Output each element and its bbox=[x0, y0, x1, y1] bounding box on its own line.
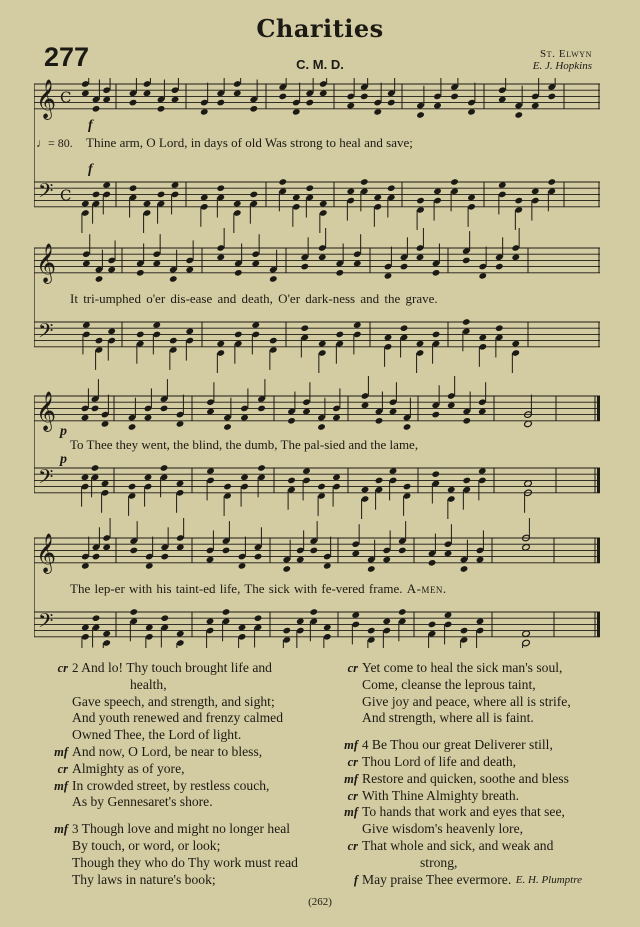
verse-line bbox=[332, 710, 632, 727]
note-head bbox=[240, 414, 249, 422]
verse-line bbox=[42, 710, 332, 727]
note-head bbox=[478, 408, 487, 416]
note-head bbox=[511, 254, 520, 262]
note-head bbox=[157, 191, 166, 199]
note-head bbox=[102, 181, 111, 189]
note-head bbox=[129, 547, 138, 555]
verse-line bbox=[42, 727, 332, 744]
note-head bbox=[223, 483, 232, 491]
note-head bbox=[206, 408, 215, 416]
verse-text: strong, bbox=[420, 854, 458, 870]
note-head bbox=[92, 191, 101, 199]
note-head bbox=[81, 200, 90, 208]
bass-clef-icon: 𝄢 bbox=[38, 319, 54, 348]
note-head bbox=[450, 93, 459, 101]
note-head bbox=[361, 486, 370, 494]
note-head bbox=[305, 99, 314, 107]
note-head bbox=[257, 464, 266, 472]
dynamic-mark: cr bbox=[347, 754, 358, 769]
verse-text: Though they who do Thy work must read bbox=[72, 854, 298, 870]
note-head bbox=[269, 275, 278, 283]
note-head bbox=[375, 417, 384, 425]
hymn-author: E. H. Plumptre bbox=[515, 874, 582, 886]
note-head bbox=[206, 556, 215, 564]
note-head bbox=[514, 111, 523, 119]
note-head bbox=[428, 559, 437, 567]
note-head bbox=[222, 608, 231, 616]
note-head bbox=[185, 328, 194, 336]
dynamic-forte-bass: f bbox=[88, 162, 93, 177]
note-head bbox=[185, 266, 194, 274]
note-head bbox=[428, 621, 437, 629]
note-head bbox=[351, 611, 360, 619]
verse-line bbox=[332, 677, 632, 694]
note-head bbox=[460, 565, 469, 573]
note-head bbox=[382, 618, 391, 626]
verse-text: To hands that work and eyes that see, bbox=[362, 804, 565, 820]
note-head bbox=[531, 102, 540, 110]
note-head bbox=[478, 467, 487, 475]
note-head bbox=[257, 405, 266, 413]
note-head bbox=[382, 556, 391, 564]
lyric-line-1: Thine arm, O Lord, in days of old Was strong to heal and save; bbox=[86, 135, 413, 150]
note-head bbox=[403, 483, 412, 491]
verse-text: Though love and might no longer heal bbox=[81, 821, 291, 837]
note-head bbox=[238, 562, 247, 570]
note-head bbox=[82, 260, 91, 268]
dynamic-mark: mf bbox=[344, 738, 358, 753]
composer: E. J. Hopkins bbox=[532, 60, 592, 72]
stanza-number: 2 bbox=[72, 660, 79, 675]
note-head bbox=[249, 191, 258, 199]
verse-text: Give wisdom's heavenly lore, bbox=[362, 821, 524, 837]
note-head bbox=[136, 269, 145, 277]
note-head bbox=[296, 556, 305, 564]
note-head bbox=[129, 608, 138, 616]
note-head bbox=[433, 102, 442, 110]
note-head bbox=[222, 547, 231, 555]
verse-line bbox=[42, 794, 332, 811]
note-head bbox=[332, 414, 341, 422]
note-head bbox=[95, 337, 104, 345]
note-head bbox=[92, 105, 101, 113]
treble-clef-icon: 𝄞 bbox=[36, 533, 57, 574]
note-head bbox=[317, 483, 326, 491]
note-head bbox=[416, 197, 425, 205]
dynamic-piano-bass: p bbox=[60, 452, 67, 467]
note-head bbox=[107, 266, 116, 274]
note-head bbox=[323, 562, 332, 570]
note-head bbox=[403, 423, 412, 431]
note-head bbox=[398, 547, 407, 555]
dynamic-mark: cr bbox=[57, 761, 68, 776]
note-head bbox=[467, 108, 476, 116]
verse-text: Gave speech, and strength, and sight; bbox=[72, 693, 275, 709]
verse-text: And youth renewed and frenzy calmed bbox=[72, 710, 283, 726]
note-head bbox=[462, 417, 471, 425]
note-head bbox=[511, 340, 520, 348]
verses-right-column bbox=[332, 660, 632, 888]
verse-text: Yet come to heal the sick man's soul, bbox=[362, 660, 563, 675]
note-head bbox=[223, 423, 232, 431]
treble-clef-icon: 𝄞 bbox=[36, 243, 57, 284]
note-head bbox=[287, 477, 296, 485]
note-head bbox=[400, 324, 409, 332]
note-head bbox=[416, 340, 425, 348]
verse-line bbox=[332, 838, 632, 855]
treble-clef-icon: 𝄞 bbox=[36, 391, 57, 432]
note-head bbox=[169, 275, 178, 283]
note-head bbox=[460, 627, 469, 635]
verse-line bbox=[332, 872, 632, 889]
note-head bbox=[495, 263, 504, 271]
amen-lyric: A-men. bbox=[406, 581, 447, 596]
verse-line bbox=[332, 694, 632, 711]
verse-line bbox=[332, 660, 632, 677]
note-head bbox=[478, 334, 487, 342]
note-head bbox=[476, 556, 485, 564]
note-head bbox=[416, 111, 425, 119]
note-head bbox=[216, 340, 225, 348]
note-head bbox=[254, 553, 263, 561]
dynamic-mark: cr bbox=[347, 661, 358, 675]
note-head bbox=[160, 405, 169, 413]
verse-text: In crowded street, by restless couch, bbox=[72, 777, 270, 793]
note-head bbox=[495, 324, 504, 332]
verses-left-column bbox=[42, 660, 332, 888]
verse-text: Owned Thee, the Lord of light. bbox=[72, 727, 242, 743]
note-head bbox=[296, 618, 305, 626]
note-head bbox=[282, 565, 291, 573]
verse-text: And lo! Thy touch brought life and bbox=[81, 660, 272, 675]
verse-line bbox=[42, 855, 332, 872]
verse-line bbox=[42, 821, 332, 838]
hymn-number: 277 bbox=[44, 42, 90, 72]
note-head bbox=[249, 105, 258, 113]
note-head bbox=[360, 93, 369, 101]
note-head bbox=[176, 630, 185, 638]
note-head bbox=[353, 260, 362, 268]
note-head bbox=[416, 254, 425, 262]
note-head bbox=[367, 565, 376, 573]
note-head bbox=[254, 614, 263, 622]
note-head bbox=[160, 553, 169, 561]
verse-line bbox=[332, 855, 632, 872]
note-head bbox=[282, 627, 291, 635]
verse-line bbox=[332, 804, 632, 821]
note-head bbox=[346, 188, 355, 196]
note-head bbox=[102, 544, 111, 552]
note-head bbox=[432, 269, 441, 277]
treble-clef-icon: 𝄞 bbox=[36, 79, 57, 120]
verse-text: By touch, or word, or look; bbox=[72, 837, 221, 853]
note-head bbox=[346, 102, 355, 110]
bass-clef-icon: 𝄢 bbox=[38, 609, 54, 638]
verse-line bbox=[42, 778, 332, 795]
verse-text: May praise Thee evermore. bbox=[362, 871, 512, 887]
common-time-icon: C bbox=[60, 88, 72, 107]
note-head bbox=[206, 467, 215, 475]
lyric-line-4 bbox=[70, 581, 447, 597]
stanza-gap bbox=[332, 727, 632, 737]
note-head bbox=[129, 184, 138, 192]
note-head bbox=[128, 423, 137, 431]
note-head bbox=[478, 272, 487, 280]
note-head bbox=[251, 260, 260, 268]
verse-line bbox=[42, 761, 332, 778]
note-head bbox=[234, 331, 243, 339]
dynamic-forte: f bbox=[88, 118, 93, 133]
dynamic-mark: cr bbox=[347, 838, 358, 853]
note-head bbox=[335, 331, 344, 339]
note-head bbox=[157, 105, 166, 113]
verse-text: health, bbox=[130, 676, 167, 692]
note-head bbox=[292, 108, 301, 116]
note-head bbox=[522, 544, 531, 552]
note-head bbox=[309, 547, 318, 555]
note-head bbox=[81, 562, 90, 570]
common-time-icon: C bbox=[60, 186, 72, 205]
note-head bbox=[462, 318, 471, 326]
note-head bbox=[216, 99, 225, 107]
note-head bbox=[433, 188, 442, 196]
note-head bbox=[387, 184, 396, 192]
note-head bbox=[81, 90, 90, 98]
note-head bbox=[251, 321, 260, 329]
dynamic-mark: mf bbox=[54, 744, 68, 759]
note-head bbox=[302, 408, 311, 416]
note-head bbox=[300, 324, 309, 332]
note-head bbox=[81, 474, 90, 482]
note-head bbox=[81, 414, 90, 422]
note-head bbox=[233, 200, 242, 208]
note-head bbox=[319, 200, 328, 208]
note-head bbox=[431, 411, 440, 419]
note-head bbox=[81, 624, 90, 632]
note-head bbox=[145, 562, 154, 570]
note-head bbox=[524, 420, 533, 428]
note-head bbox=[514, 197, 523, 205]
note-head bbox=[522, 630, 531, 638]
bass-clef-icon: 𝄢 bbox=[38, 179, 54, 208]
note-head bbox=[498, 96, 507, 104]
note-head bbox=[400, 263, 409, 271]
note-head bbox=[91, 464, 100, 472]
note-head bbox=[101, 480, 110, 488]
note-head bbox=[169, 337, 178, 345]
note-head bbox=[432, 331, 441, 339]
note-head bbox=[384, 334, 393, 342]
verse-line bbox=[42, 838, 332, 855]
note-head bbox=[176, 480, 185, 488]
dynamic-mark: cr bbox=[347, 788, 358, 803]
verse-line bbox=[332, 821, 632, 838]
verse-line bbox=[42, 872, 332, 889]
lyric-line-4-text: The lep-er with his taint-ed life, The sick with fe-vered frame. bbox=[70, 581, 403, 596]
note-head bbox=[91, 405, 100, 413]
dynamic-mark: mf bbox=[54, 822, 68, 837]
note-head bbox=[144, 414, 153, 422]
music-score bbox=[34, 78, 606, 648]
verse-line bbox=[332, 788, 632, 805]
verse-text: Thy laws in nature's book; bbox=[72, 871, 216, 887]
note-head bbox=[287, 417, 296, 425]
page-number: (262) bbox=[308, 896, 332, 908]
dynamic-mark: mf bbox=[54, 778, 68, 793]
note-head bbox=[82, 321, 91, 329]
note-head bbox=[144, 474, 153, 482]
verse-line bbox=[42, 744, 332, 761]
verse-text: Come, cleanse the leprous taint, bbox=[362, 676, 536, 692]
verse-text: That whole and sick, and weak and bbox=[362, 837, 554, 853]
note-head bbox=[206, 618, 215, 626]
note-head bbox=[216, 254, 225, 262]
note-head bbox=[447, 402, 456, 410]
note-head bbox=[278, 93, 287, 101]
note-head bbox=[389, 467, 398, 475]
note-head bbox=[107, 328, 116, 336]
note-head bbox=[476, 618, 485, 626]
verse-text: With Thine Almighty breath. bbox=[362, 787, 520, 803]
meter: C. M. D. bbox=[296, 57, 344, 72]
note-head bbox=[387, 99, 396, 107]
note-head bbox=[431, 470, 440, 478]
note-head bbox=[160, 614, 169, 622]
stanza-number: 3 bbox=[72, 821, 79, 837]
note-head bbox=[384, 272, 393, 280]
note-head bbox=[143, 90, 152, 98]
note-head bbox=[351, 550, 360, 558]
note-head bbox=[317, 423, 326, 431]
note-head bbox=[200, 194, 209, 202]
verse-text: Restore and quicken, soothe and bless bbox=[362, 770, 569, 786]
note-head bbox=[467, 194, 476, 202]
note-head bbox=[444, 611, 453, 619]
note-head bbox=[300, 263, 309, 271]
note-head bbox=[547, 178, 556, 186]
note-head bbox=[450, 178, 459, 186]
verse-text: And now, O Lord, be near to bless, bbox=[72, 743, 263, 759]
note-head bbox=[318, 340, 327, 348]
note-head bbox=[102, 630, 111, 638]
verse-line bbox=[42, 677, 332, 694]
note-head bbox=[143, 200, 152, 208]
note-head bbox=[102, 96, 111, 104]
note-head bbox=[92, 614, 101, 622]
note-head bbox=[367, 627, 376, 635]
note-head bbox=[389, 408, 398, 416]
note-head bbox=[278, 178, 287, 186]
note-head bbox=[373, 194, 382, 202]
note-head bbox=[319, 90, 328, 98]
verse-text: And strength, where all is faint. bbox=[362, 710, 534, 726]
note-head bbox=[92, 553, 101, 561]
bass-clef-icon: 𝄢 bbox=[38, 465, 54, 494]
note-head bbox=[360, 178, 369, 186]
tune-name: St. Elwyn bbox=[539, 48, 592, 60]
stanza-number: 4 bbox=[362, 737, 369, 753]
note-head bbox=[200, 108, 209, 116]
note-head bbox=[101, 420, 110, 428]
note-head bbox=[398, 608, 407, 616]
note-head bbox=[145, 624, 154, 632]
note-head bbox=[444, 550, 453, 558]
note-head bbox=[498, 181, 507, 189]
note-head bbox=[238, 624, 247, 632]
note-head bbox=[234, 269, 243, 277]
note-head bbox=[160, 464, 169, 472]
note-head bbox=[462, 257, 471, 265]
note-head bbox=[447, 486, 456, 494]
note-head bbox=[361, 402, 370, 410]
note-head bbox=[302, 467, 311, 475]
dynamic-mark: cr bbox=[57, 661, 68, 675]
note-head bbox=[95, 275, 104, 283]
lyric-line-3: To Thee they went, the blind, the dumb, The pal-sied and the lame, bbox=[70, 437, 419, 452]
verse-line bbox=[332, 737, 632, 754]
lyric-line-2: It tri-umphed o'er dis-ease and death, O'er dark-ness and the grave. bbox=[70, 291, 438, 306]
verse-text: Give joy and peace, where all is strife, bbox=[362, 693, 571, 709]
note-head bbox=[216, 184, 225, 192]
section-title: Charities bbox=[256, 14, 384, 43]
note-head bbox=[269, 337, 278, 345]
note-head bbox=[332, 474, 341, 482]
stanza-gap bbox=[42, 811, 332, 821]
note-head bbox=[129, 99, 138, 107]
note-head bbox=[128, 483, 137, 491]
verse-line bbox=[42, 660, 332, 677]
note-head bbox=[292, 194, 301, 202]
note-head bbox=[318, 254, 327, 262]
dynamic-mark: mf bbox=[344, 771, 358, 786]
verse-line bbox=[332, 754, 632, 771]
note-head bbox=[152, 260, 161, 268]
note-head bbox=[152, 321, 161, 329]
verse-line bbox=[42, 694, 332, 711]
note-head bbox=[353, 321, 362, 329]
note-head bbox=[171, 96, 180, 104]
note-head bbox=[547, 93, 556, 101]
note-head bbox=[305, 184, 314, 192]
note-head bbox=[375, 477, 384, 485]
verse-text: Thou Lord of life and death, bbox=[362, 753, 517, 769]
note-head bbox=[531, 188, 540, 196]
note-head bbox=[171, 181, 180, 189]
note-head bbox=[136, 331, 145, 339]
note-head bbox=[233, 90, 242, 98]
dynamic-piano: p bbox=[60, 424, 67, 439]
verse-text: As by Gennesaret's shore. bbox=[72, 794, 213, 810]
note-head bbox=[309, 608, 318, 616]
dynamic-mark: mf bbox=[344, 805, 358, 820]
note-head bbox=[373, 108, 382, 116]
note-head bbox=[176, 544, 185, 552]
note-head bbox=[335, 269, 344, 277]
dynamic-mark: f bbox=[353, 872, 358, 887]
verse-line bbox=[332, 771, 632, 788]
note-head bbox=[462, 477, 471, 485]
verse-text: Be Thou our great Deliverer still, bbox=[371, 737, 553, 753]
tempo-marking: ♩= 80. bbox=[36, 136, 73, 150]
verse-text: Almighty as of yore, bbox=[72, 760, 185, 776]
note-head bbox=[176, 420, 185, 428]
note-head bbox=[323, 624, 332, 632]
note-head bbox=[240, 474, 249, 482]
note-head bbox=[524, 480, 533, 488]
